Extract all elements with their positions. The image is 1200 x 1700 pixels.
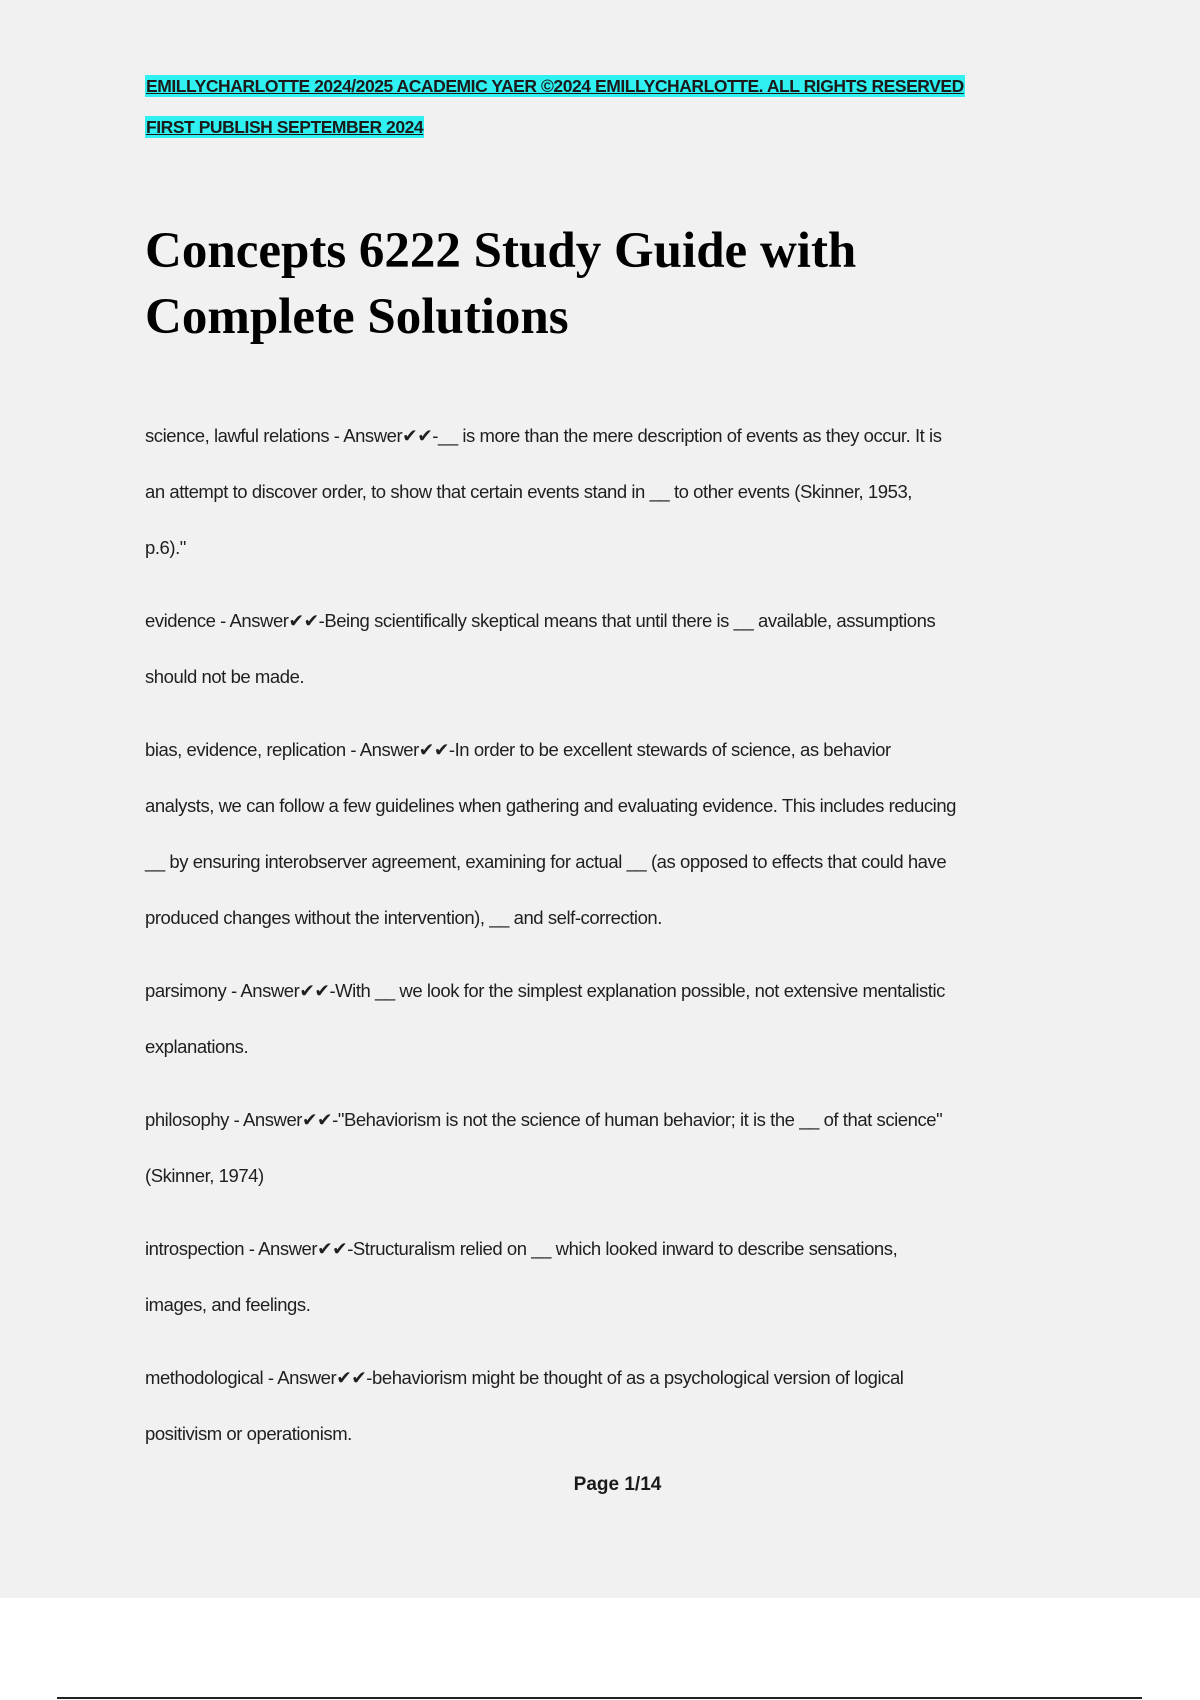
- qa-entry: [145, 408, 1085, 576]
- publish-date-banner: FIRST PUBLISH SEPTEMBER 2024: [146, 117, 424, 137]
- qa-entry-line: positivism or operationism.: [145, 1423, 352, 1444]
- qa-entry: [145, 963, 1085, 1075]
- qa-entry-line: images, and feelings.: [145, 1294, 311, 1315]
- qa-entry: [145, 1350, 1085, 1462]
- qa-entry-line: philosophy - Answer✔✔-"Behaviorism is not the science of human behavior; it is the __ of that science": [145, 1109, 943, 1130]
- document-title: [145, 218, 1125, 350]
- title-line-2: Complete Solutions: [145, 289, 569, 345]
- qa-entry: [145, 1092, 1085, 1204]
- qa-entry: [145, 593, 1085, 705]
- qa-entry-line: bias, evidence, replication - Answer✔✔-In order to be excellent stewards of science, as behavior: [145, 739, 891, 760]
- question-answer-list: [145, 408, 1085, 1479]
- qa-entry-line: p.6).": [145, 537, 186, 558]
- qa-entry: [145, 722, 1085, 946]
- qa-entry-line: analysts, we can follow a few guidelines when gathering and evaluating evidence. This includes reducing: [145, 795, 957, 816]
- qa-entry: [145, 1221, 1085, 1333]
- qa-entry-line: (Skinner, 1974): [145, 1165, 264, 1186]
- page-number: Page 1/14: [573, 1474, 662, 1495]
- qa-entry-line: parsimony - Answer✔✔-With __ we look for the simplest explanation possible, not extensive mentalistic: [145, 980, 945, 1001]
- qa-entry-line: should not be made.: [145, 666, 305, 687]
- qa-entry-line: explanations.: [145, 1036, 249, 1057]
- qa-entry-line: methodological - Answer✔✔-behaviorism might be thought of as a psychological version of logical: [145, 1367, 904, 1388]
- title-line-1: Concepts 6222 Study Guide with: [145, 223, 857, 279]
- qa-entry-line: science, lawful relations - Answer✔✔-__ is more than the mere description of events as they occur. It is: [145, 425, 942, 446]
- qa-entry-line: produced changes without the intervention), __ and self-correction.: [145, 907, 662, 928]
- qa-entry-line: evidence - Answer✔✔-Being scientifically skeptical means that until there is __ available, assumptions: [145, 610, 936, 631]
- qa-entry-line: introspection - Answer✔✔-Structuralism relied on __ which looked inward to describe sensations,: [145, 1238, 898, 1259]
- copyright-banner: EMILLYCHARLOTTE 2024/2025 ACADEMIC YAER ©2024 EMILLYCHARLOTTE. ALL RIGHTS RESERVED: [146, 76, 964, 96]
- bottom-divider: [57, 1697, 1142, 1699]
- qa-entry-line: an attempt to discover order, to show that certain events stand in __ to other events (Skinner, 1953,: [145, 481, 912, 502]
- qa-entry-line: __ by ensuring interobserver agreement, examining for actual __ (as opposed to effects that could have: [145, 851, 947, 872]
